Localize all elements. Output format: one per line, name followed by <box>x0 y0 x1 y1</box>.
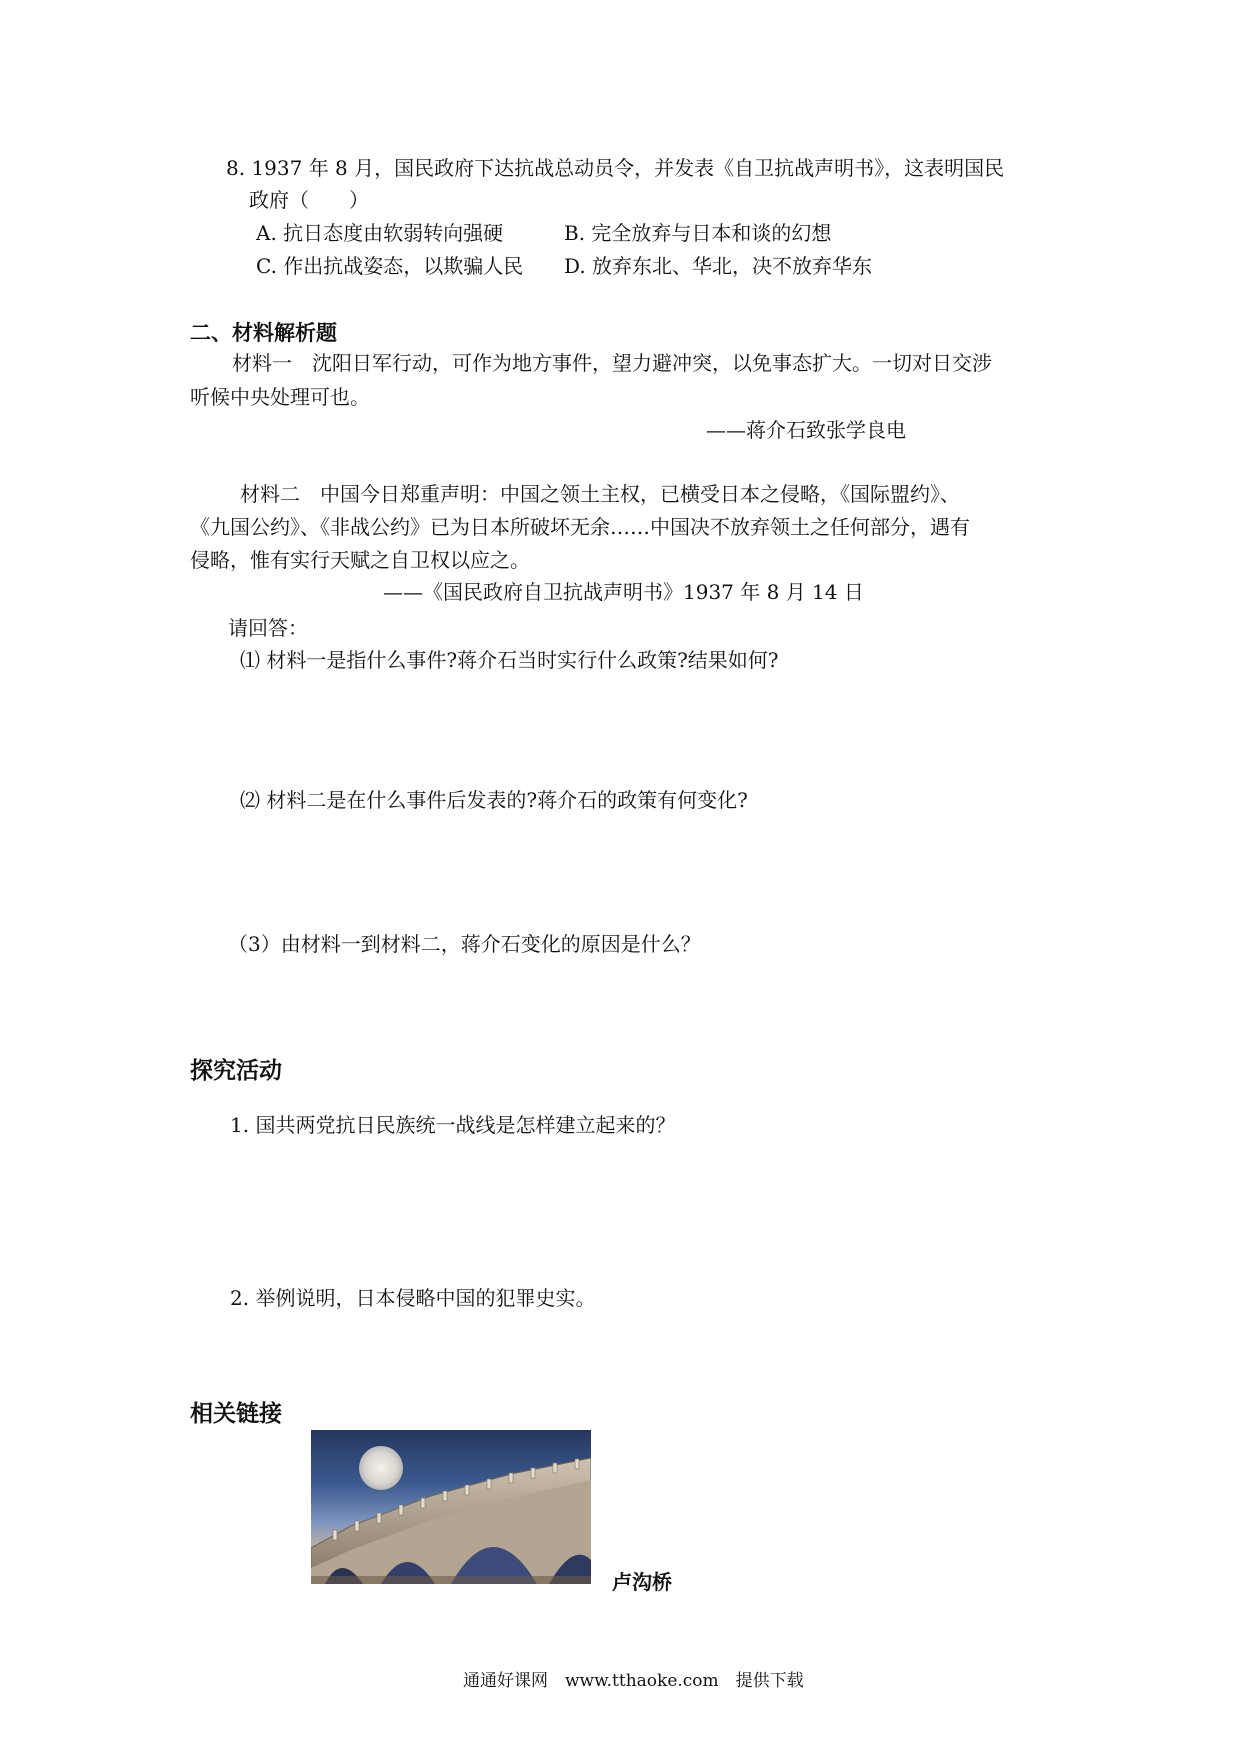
section2-question-2: ⑵ 材料二是在什么事件后发表的?蒋介石的政策有何变化? <box>240 788 748 812</box>
section2-question-3: （3）由材料一到材料二，蒋介石变化的原因是什么？ <box>228 932 701 956</box>
section-title-related-links: 相关链接 <box>190 1401 282 1427</box>
section2-question-1: ⑴ 材料一是指什么事件?蒋介石当时实行什么政策?结果如何? <box>240 648 779 672</box>
inquiry-question-1: 1. 国共两党抗日民族统一战线是怎样建立起来的？ <box>230 1113 676 1137</box>
material2-source: ——《国民政府自卫抗战声明书》1937 年 8 月 14 日 <box>383 580 864 604</box>
photo-caption: 卢沟桥 <box>612 1570 672 1594</box>
q8-option-b: B. 完全放弃与日本和谈的幻想 <box>564 221 832 245</box>
section-title-inquiry: 探究活动 <box>190 1058 282 1084</box>
q8-option-d: D. 放弃东北、华北，决不放弃华东 <box>564 254 873 278</box>
ground <box>311 1576 591 1584</box>
q8-stem-line2: 政府（ ） <box>249 188 369 212</box>
bridge-illustration <box>311 1430 591 1584</box>
material1-line2: 听候中央处理可也。 <box>190 385 370 409</box>
inquiry-question-2: 2. 举例说明，日本侵略中国的犯罪史实。 <box>230 1286 596 1310</box>
q8-stem-line1: 8. 1937 年 8 月，国民政府下达抗战总动员令，并发表《自卫抗战声明书》，这表明国民 <box>226 156 1005 180</box>
material2-line2: 《九国公约》、《非战公约》已为日本所破坏无余……中国决不放弃领土之任何部分，遇有 <box>190 515 970 539</box>
material2-line1: 材料二 中国今日郑重声明：中国之领土主权，已横受日本之侵略，《国际盟约》、 <box>240 482 960 506</box>
section-title-material-analysis: 二、材料解析题 <box>190 321 337 345</box>
q8-option-c: C. 作出抗战姿态，以欺骗人民 <box>256 254 524 278</box>
material1-line1: 材料一 沈阳日军行动，可作为地方事件，望力避冲突，以免事态扩大。一切对日交涉 <box>232 351 992 375</box>
material1-source: ——蒋介石致张学良电 <box>706 418 906 442</box>
footer-download-note: 通通好课网 www.tthaoke.com 提供下载 <box>463 1671 804 1691</box>
lugou-bridge-photo <box>311 1430 591 1584</box>
moon <box>359 1446 403 1490</box>
material2-line3: 侵略，惟有实行天赋之自卫权以应之。 <box>190 548 530 572</box>
q8-option-a: A. 抗日态度由软弱转向强硬 <box>256 221 504 245</box>
answer-prompt: 请回答： <box>228 616 308 640</box>
